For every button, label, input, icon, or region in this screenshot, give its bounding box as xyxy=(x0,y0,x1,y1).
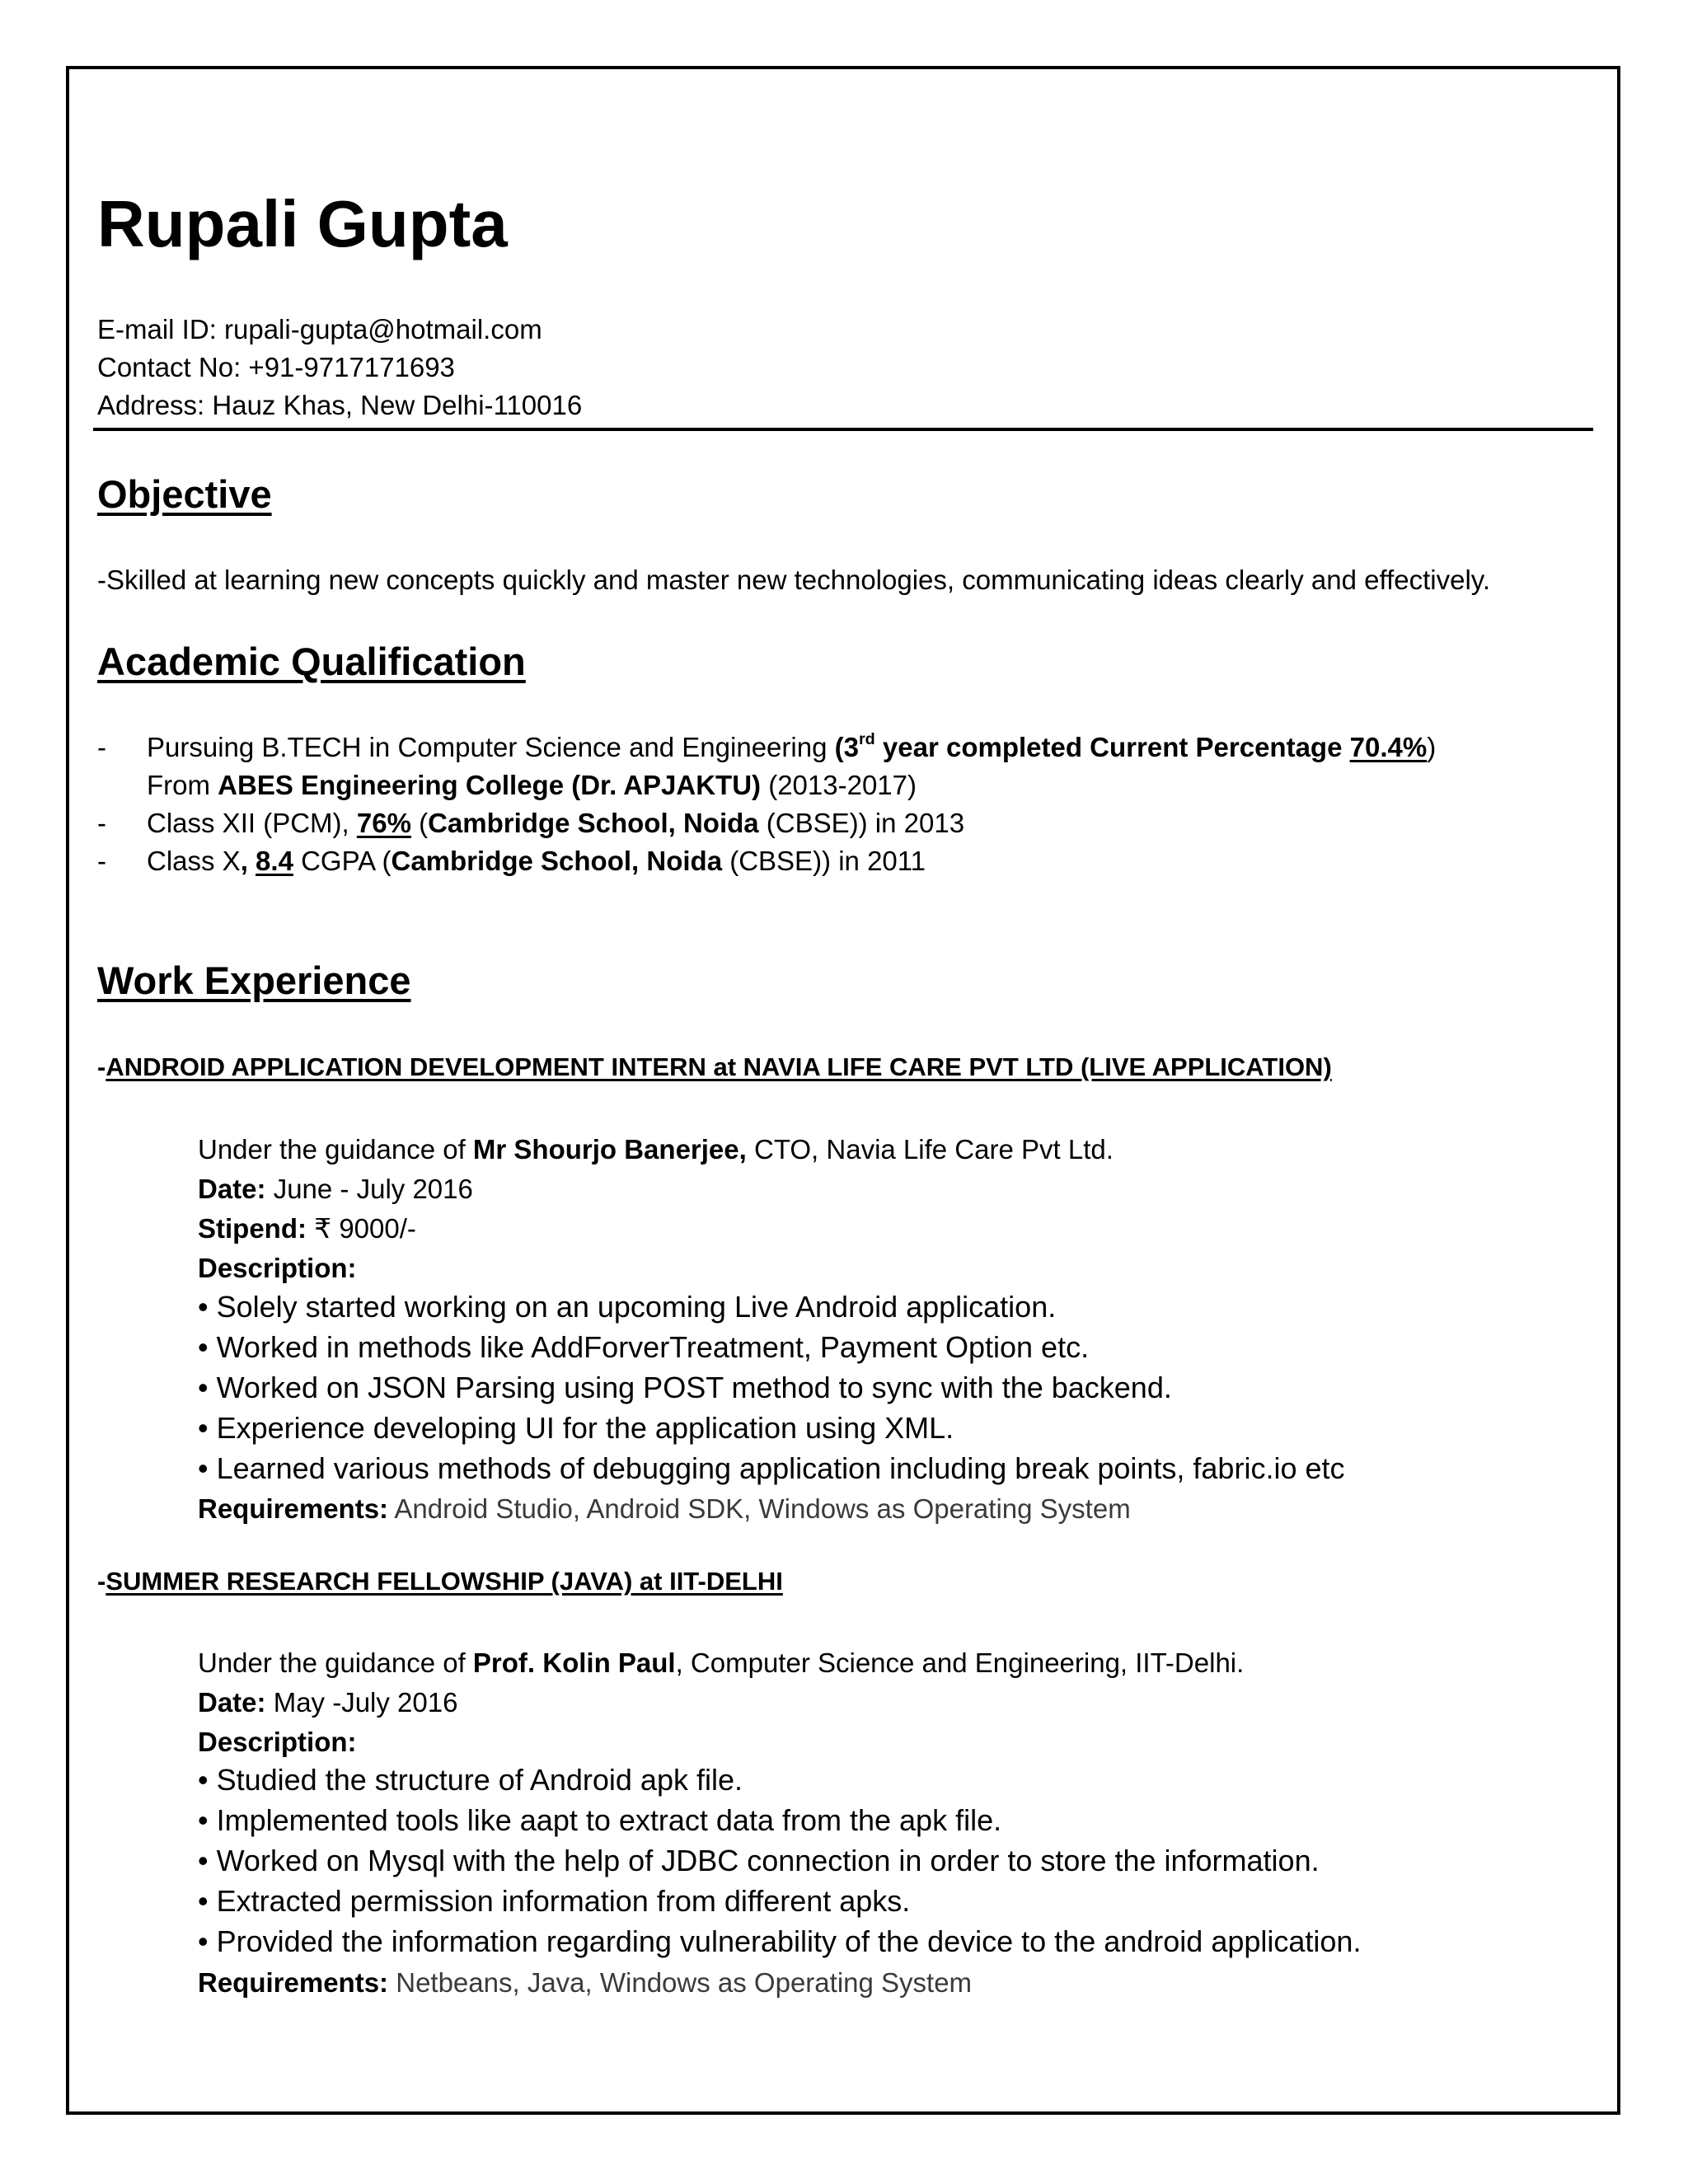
job-requirements: Requirements: Android Studio, Android SDK, Windows as Operating System xyxy=(198,1493,1131,1524)
candidate-name: Rupali Gupta xyxy=(97,187,508,260)
btech-percentage: 70.4% xyxy=(1349,732,1428,762)
phone-line: Contact No: +91-9717171693 xyxy=(97,352,455,382)
academic-item-college: From ABES Engineering College (Dr. APJAKTU) (2013-2017) xyxy=(147,770,917,800)
list-item: • Experience developing UI for the application using XML. xyxy=(198,1411,954,1445)
list-item: • Implemented tools like aapt to extract data from the apk file. xyxy=(198,1803,1002,1837)
list-item: • Worked in methods like AddForverTreatment, Payment Option etc. xyxy=(198,1330,1090,1364)
job-title: -ANDROID APPLICATION DEVELOPMENT INTERN at NAVIA LIFE CARE PVT LTD (LIVE APPLICATION) xyxy=(97,1052,1332,1081)
list-item: • Worked on JSON Parsing using POST method to sync with the backend. xyxy=(198,1371,1172,1404)
job-guidance: Under the guidance of Mr Shourjo Banerjee, CTO, Navia Life Care Pvt Ltd. xyxy=(198,1134,1114,1165)
list-item: • Studied the structure of Android apk file. xyxy=(198,1763,743,1797)
guide-name: Mr Shourjo Banerjee, xyxy=(472,1134,747,1165)
objective-text: -Skilled at learning new concepts quickly and master new technologies, communicating ideas clearly and effectively. xyxy=(97,565,1490,595)
list-item: • Learned various methods of debugging application including break points, fabric.io etc xyxy=(198,1451,1345,1485)
list-dash: - xyxy=(97,846,106,876)
xii-school: Cambridge School, Noida xyxy=(428,808,759,838)
header-divider xyxy=(93,428,1593,431)
list-item: • Solely started working on an upcoming Live Android application. xyxy=(198,1290,1057,1324)
list-dash: - xyxy=(97,808,106,838)
academic-heading: Academic Qualification xyxy=(97,640,526,683)
job-requirements: Requirements: Netbeans, Java, Windows as Operating System xyxy=(198,1967,973,1998)
list-item: • Extracted permission information from different apks. xyxy=(198,1884,911,1918)
x-school: Cambridge School, Noida xyxy=(391,846,723,876)
xii-score: 76% xyxy=(356,808,411,838)
btech-text: Pursuing B.TECH in Computer Science and Engineering xyxy=(147,732,835,762)
address-line: Address: Hauz Khas, New Delhi-110016 xyxy=(97,390,583,420)
objective-heading: Objective xyxy=(97,472,272,516)
academic-item-x: Class X, 8.4 CGPA (Cambridge School, Noida (CBSE)) in 2011 xyxy=(147,846,926,876)
job-guidance: Under the guidance of Prof. Kolin Paul, Computer Science and Engineering, IIT-Delhi. xyxy=(198,1647,1245,1678)
work-heading: Work Experience xyxy=(97,958,411,1002)
job-title: -SUMMER RESEARCH FELLOWSHIP (JAVA) at IIT-DELHI xyxy=(97,1567,783,1596)
guide-name: Prof. Kolin Paul xyxy=(472,1647,676,1678)
email-line: E-mail ID: rupali-gupta@hotmail.com xyxy=(97,314,542,344)
job-description-label: Description: xyxy=(198,1253,357,1283)
job-date: Date: June - July 2016 xyxy=(198,1174,473,1204)
list-item: • Worked on Mysql with the help of JDBC connection in order to store the information. xyxy=(198,1844,1320,1877)
list-item: • Provided the information regarding vulnerability of the device to the android application. xyxy=(198,1924,1362,1958)
academic-item-btech: Pursuing B.TECH in Computer Science and Engineering (3rd year completed Current Percentage 70.4%) xyxy=(147,730,1437,762)
college-name: ABES Engineering College (Dr. APJAKTU) xyxy=(218,770,762,800)
job-description-label: Description: xyxy=(198,1727,357,1757)
job-stipend: Stipend: ₹ 9000/- xyxy=(198,1213,416,1244)
list-dash: - xyxy=(97,732,106,762)
academic-item-xii: Class XII (PCM), 76% (Cambridge School, Noida (CBSE)) in 2013 xyxy=(147,808,965,838)
btech-year-text: (3rd year completed Current Percentage 70.4% xyxy=(834,730,1428,762)
x-score: 8.4 xyxy=(256,846,293,876)
job-date: Date: May -July 2016 xyxy=(198,1687,458,1718)
